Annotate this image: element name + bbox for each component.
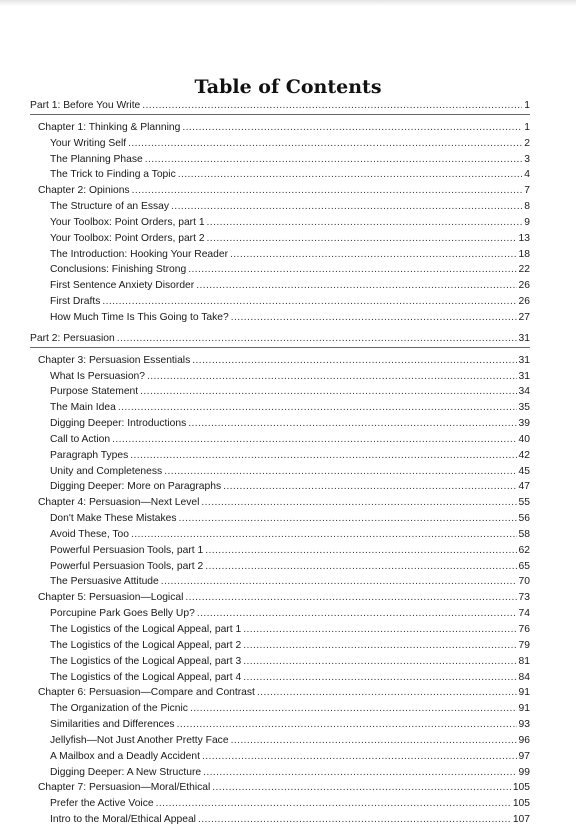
toc-entry-page: 9: [524, 216, 530, 228]
toc-entry-section: [30, 670, 530, 686]
toc-entry-page: 34: [518, 386, 530, 398]
dot-leader: [117, 331, 517, 347]
dot-leader: [118, 400, 517, 416]
toc-entry-page: 99: [518, 766, 530, 778]
toc-entry-section: [30, 294, 530, 310]
dot-leader: [231, 310, 517, 326]
toc-entry-title: The Planning Phase: [50, 153, 143, 165]
toc-entry-title: The Introduction: Hooking Your Reader: [50, 248, 229, 260]
dot-leader: [112, 432, 516, 448]
toc-entry-page: 70: [518, 576, 530, 588]
toc-entry-section: [30, 215, 530, 231]
toc-entry-page: 96: [518, 734, 530, 746]
dot-leader: [161, 574, 517, 590]
toc-entry-section: [30, 606, 530, 622]
dot-leader: [132, 183, 523, 199]
toc-entry-title: Jellyfish—Not Just Another Pretty Face: [50, 734, 229, 746]
toc-entry-page: 79: [518, 639, 530, 651]
toc-entry-page: 31: [518, 354, 530, 366]
toc-entry-part: [30, 98, 530, 114]
dot-leader: [212, 780, 511, 796]
dot-leader: [231, 733, 517, 749]
toc-entry-section: [30, 199, 530, 215]
toc-entry-page: 7: [524, 185, 530, 197]
toc-entry-title: Chapter 3: Persuasion Essentials: [38, 354, 191, 366]
part-underline: [30, 347, 530, 348]
toc-entry-page: 65: [518, 560, 530, 572]
toc-entry-section: [30, 278, 530, 294]
toc-entry-page: 39: [518, 418, 530, 430]
dot-leader: [102, 294, 516, 310]
toc-entry-section: [30, 543, 530, 559]
toc-entry-title: Chapter 5: Persuasion—Logical: [38, 592, 184, 604]
toc-entry-title: Your Toolbox: Point Orders, part 2: [50, 232, 205, 244]
toc-entry-title: The Logistics of the Logical Appeal, part 2: [50, 639, 242, 651]
dot-leader: [171, 199, 522, 215]
toc-entry-chapter: [30, 183, 530, 199]
toc-entry-page: 91: [518, 703, 530, 715]
toc-entry-title: The Persuasive Attitude: [50, 576, 159, 588]
toc-entry-title: Conclusions: Finishing Strong: [50, 264, 187, 276]
dot-leader: [192, 353, 516, 369]
toc-entry-section: [30, 511, 530, 527]
dot-leader: [196, 278, 516, 294]
toc-entry-page: 4: [524, 169, 530, 181]
toc-entry-section: [30, 310, 530, 326]
dot-leader: [243, 638, 516, 654]
dot-leader: [190, 701, 517, 717]
toc-entry-chapter: [30, 780, 530, 796]
dot-leader: [243, 622, 516, 638]
toc-entry-section: [30, 448, 530, 464]
toc-entry-page: 47: [518, 481, 530, 493]
toc-entry-title: The Main Idea: [50, 402, 116, 414]
toc-entry-title: The Logistics of the Logical Appeal, part 1: [50, 624, 242, 635]
toc-entry-section: [30, 622, 530, 638]
dot-leader: [130, 448, 516, 464]
toc-entry-section: [30, 400, 530, 416]
toc-entry-title: First Sentence Anxiety Disorder: [50, 280, 195, 292]
toc-entry-title: Don't Make These Mistakes: [50, 513, 177, 525]
toc-entry-title: Digging Deeper: A New Structure: [50, 766, 202, 778]
toc-entry-page: 31: [518, 370, 530, 382]
dot-leader: [201, 495, 516, 511]
toc-entry-page: 1: [524, 100, 530, 111]
toc-entry-page: 27: [518, 311, 530, 323]
dot-leader: [223, 479, 516, 495]
toc-entry-page: 58: [518, 528, 530, 540]
toc-entry-page: 18: [518, 248, 530, 260]
toc-entry-page: 1: [524, 121, 530, 133]
toc-entry-page: 55: [518, 497, 530, 509]
toc-entry-section: [30, 701, 530, 717]
toc-entry-page: 45: [518, 465, 530, 477]
toc-entry-title: The Trick to Finding a Topic: [50, 169, 176, 181]
toc-entry-title: Chapter 7: Persuasion—Moral/Ethical: [38, 782, 211, 794]
toc-entry-page: 73: [518, 592, 530, 604]
toc-entry-title: How Much Time Is This Going to Take?: [50, 311, 229, 323]
toc-entry-page: 35: [518, 402, 530, 414]
toc-entry-title: Chapter 1: Thinking & Planning: [38, 121, 181, 133]
toc-entry-page: 105: [512, 782, 530, 794]
toc-entry-title: Similarities and Differences: [50, 719, 175, 731]
toc-entry-section: [30, 432, 530, 448]
toc-list: [30, 98, 530, 828]
toc-entry-title: Chapter 2: Opinions: [38, 185, 130, 197]
toc-entry-page: 3: [524, 153, 530, 165]
toc-entry-section: [30, 654, 530, 670]
toc-entry-title: Paragraph Types: [50, 449, 129, 461]
dot-leader: [164, 464, 516, 480]
dot-leader: [205, 559, 516, 575]
toc-entry-section: [30, 812, 530, 828]
toc-entry-page: 105: [512, 798, 530, 810]
toc-entry-section: [30, 152, 530, 168]
dot-leader: [185, 590, 516, 606]
toc-entry-page: 81: [518, 655, 530, 667]
toc-entry-title: Part 1: Before You Write: [30, 100, 141, 111]
toc-entry-section: [30, 247, 530, 263]
page-top-edge: [0, 0, 576, 6]
toc-entry-page: 22: [518, 264, 530, 276]
dot-leader: [147, 369, 517, 385]
dot-leader: [207, 231, 517, 247]
dot-leader: [179, 511, 517, 527]
toc-entry-section: [30, 559, 530, 575]
toc-entry-page: 74: [518, 608, 530, 620]
toc-entry-chapter: [30, 120, 530, 136]
toc-entry-page: 93: [518, 719, 530, 731]
toc-entry-section: [30, 231, 530, 247]
toc-entry-section: [30, 464, 530, 480]
dot-leader: [197, 606, 517, 622]
toc-entry-title: Digging Deeper: Introductions: [50, 418, 187, 430]
toc-entry-section: [30, 416, 530, 432]
toc-entry-section: [30, 136, 530, 152]
toc-entry-title: A Mailbox and a Deadly Accident: [50, 750, 200, 762]
toc-entry-title: Intro to the Moral/Ethical Appeal: [50, 814, 196, 826]
toc-entry-title: Prefer the Active Voice: [50, 798, 154, 810]
toc-entry-page: 56: [518, 513, 530, 525]
toc-entry-title: What Is Persuasion?: [50, 370, 146, 382]
toc-entry-title: The Logistics of the Logical Appeal, part 3: [50, 655, 242, 667]
toc-entry-page: 40: [518, 433, 530, 445]
toc-entry-title: The Logistics of the Logical Appeal, part 4: [50, 671, 242, 683]
toc-entry-page: 26: [518, 280, 530, 292]
toc-entry-section: [30, 167, 530, 183]
toc-entry-title: Avoid These, Too: [50, 528, 130, 540]
dot-leader: [131, 527, 517, 543]
toc-entry-title: Your Writing Self: [50, 137, 127, 149]
toc-entry-title: Powerful Persuasion Tools, part 2: [50, 560, 204, 572]
dot-leader: [243, 670, 516, 686]
dot-leader: [188, 416, 516, 432]
dot-leader: [188, 262, 516, 278]
dot-leader: [257, 685, 517, 701]
dot-leader: [128, 136, 522, 152]
toc-entry-section: [30, 765, 530, 781]
toc-entry-title: Call to Action: [50, 433, 111, 445]
toc-entry-page: 31: [518, 332, 530, 344]
toc-entry-page: 107: [512, 814, 530, 826]
dot-leader: [205, 543, 516, 559]
part-underline: [30, 114, 530, 115]
dot-leader: [140, 384, 516, 400]
toc-entry-page: 2: [524, 137, 530, 149]
toc-entry-part: [30, 331, 530, 347]
toc-entry-section: [30, 796, 530, 812]
toc-entry-section: [30, 479, 530, 495]
dot-leader: [142, 98, 522, 114]
toc-entry-section: [30, 574, 530, 590]
toc-entry-title: Chapter 4: Persuasion—Next Level: [38, 497, 200, 509]
toc-entry-title: Powerful Persuasion Tools, part 1: [50, 544, 204, 556]
toc-entry-section: [30, 638, 530, 654]
toc-entry-title: Unity and Completeness: [50, 465, 163, 477]
toc-entry-title: Digging Deeper: More on Paragraphs: [50, 481, 222, 493]
toc-entry-page: 76: [518, 624, 530, 635]
toc-entry-title: The Structure of an Essay: [50, 201, 170, 213]
toc-entry-title: Chapter 6: Persuasion—Compare and Contrast: [38, 687, 255, 699]
toc-entry-title: Porcupine Park Goes Belly Up?: [50, 608, 195, 620]
dot-leader: [230, 247, 517, 263]
toc-entry-page: 42: [518, 449, 530, 461]
toc-entry-page: 26: [518, 296, 530, 308]
toc-entry-title: First Drafts: [50, 296, 101, 308]
toc-entry-chapter: [30, 495, 530, 511]
toc-entry-section: [30, 369, 530, 385]
toc-entry-chapter: [30, 353, 530, 369]
toc-entry-section: [30, 733, 530, 749]
toc-entry-chapter: [30, 685, 530, 701]
toc-entry-page: 97: [518, 750, 530, 762]
toc-entry-chapter: [30, 590, 530, 606]
toc-entry-title: Part 2: Persuasion: [30, 332, 115, 344]
page-title: Table of Contents: [194, 76, 382, 98]
dot-leader: [203, 765, 516, 781]
dot-leader: [243, 654, 516, 670]
toc-entry-page: 84: [518, 671, 530, 683]
toc-entry-section: [30, 527, 530, 543]
toc-entry-title: Your Toolbox: Point Orders, part 1: [50, 216, 205, 228]
dot-leader: [178, 167, 523, 183]
toc-entry-page: 13: [518, 232, 530, 244]
dot-leader: [182, 120, 522, 136]
toc-entry-section: [30, 384, 530, 400]
dot-leader: [156, 796, 511, 812]
toc-entry-section: [30, 717, 530, 733]
toc-entry-page: 8: [524, 201, 530, 213]
toc-entry-section: [30, 262, 530, 278]
dot-leader: [177, 717, 517, 733]
dot-leader: [207, 215, 523, 231]
toc-entry-title: Purpose Statement: [50, 386, 139, 398]
toc-entry-section: [30, 749, 530, 765]
toc-entry-page: 91: [518, 687, 530, 699]
toc-entry-page: 62: [518, 544, 530, 556]
toc-entry-title: The Organization of the Picnic: [50, 703, 188, 715]
dot-leader: [198, 812, 511, 828]
dot-leader: [145, 152, 523, 168]
dot-leader: [202, 749, 517, 765]
